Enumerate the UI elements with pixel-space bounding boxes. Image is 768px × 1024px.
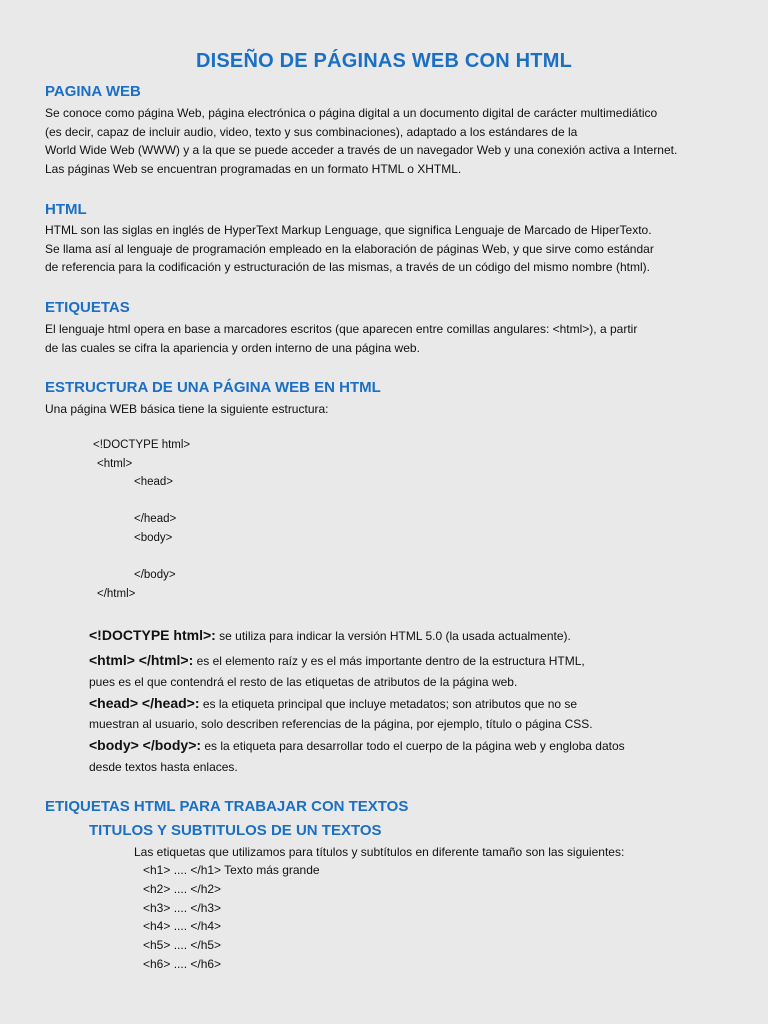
heading-tag-h4: <h4> .... </h4> [143,919,222,933]
code-doctype: <!DOCTYPE html> [93,439,191,451]
text-line: Las páginas Web se encuentran programadas en un formato HTML o XHTML. [45,161,462,176]
heading-tag-h5: <h5> .... </h5> [143,938,222,952]
text-line: (es decir, capaz de incluir audio, video, texto y sus combinaciones), adaptado a los estándares de la [45,124,578,139]
heading-tag-h3: <h3> .... </h3> [143,901,222,915]
heading-html: HTML [45,201,87,218]
tag-html-row [89,652,585,668]
tag-desc: es el elemento raíz y es el más importante dentro de la estructura HTML, [196,654,585,668]
tag-head-row [89,695,577,711]
tag-desc: se utiliza para indicar la versión HTML 5.0 (la usada actualmente). [219,629,571,643]
text-line: World Wide Web (WWW) y a la que se puede acceder a través de un navegador Web y una conexión activa a Internet. [45,143,678,157]
tag-body-row [89,737,625,753]
textos-intro: Las etiquetas que utilizamos para títulos y subtítulos en diferente tamaño son las siguientes: [134,845,625,859]
tag-desc-cont: desde textos hasta enlaces. [89,760,238,774]
code-html-open: <html> [97,458,133,470]
heading-textos: ETIQUETAS HTML PARA TRABAJAR CON TEXTOS [45,798,409,815]
tag-desc-cont: pues es el que contendrá el resto de las etiquetas de atributos de la página web. [89,675,518,689]
code-head-open: <head> [134,476,174,488]
tag-name: <html> </html>: [89,652,194,668]
text-line: El lenguaje html opera en base a marcadores escritos (que aparecen entre comillas angulares: <html>), a partir [45,322,638,336]
heading-tag-h6: <h6> .... </h6> [143,957,222,971]
heading-tag-h1: <h1> .... </h1> Texto más grande [143,863,320,877]
tag-desc: es la etiqueta para desarrollar todo el cuerpo de la página web y engloba datos [204,739,625,753]
tag-name: <body> </body>: [89,737,202,753]
heading-etiquetas: ETIQUETAS [45,299,130,316]
paragraph-html [45,221,654,277]
code-body-open: <body> [134,532,173,544]
tag-name: <head> </head>: [89,695,200,711]
code-html-close: </html> [97,588,136,600]
text-line: Se conoce como página Web, página electrónica o página digital a un documento digital de carácter multimediático [45,106,658,120]
tag-desc: es la etiqueta principal que incluye metadatos; son atributos que no se [202,697,578,711]
heading-estructura: ESTRUCTURA DE UNA PÁGINA WEB EN HTML [45,379,381,396]
heading-pagina-web: PAGINA WEB [45,83,141,100]
text-line: de referencia para la codificación y estructuración de las mismas, a través de un código del mismo nombre (html). [45,260,650,274]
text-line: de las cuales se cifra la apariencia y orden interno de una página web. [45,340,420,355]
text-line: HTML son las siglas en inglés de HyperText Markup Lenguage, que significa Lenguaje de Marcado de HiperTexto. [45,223,652,237]
code-head-close: </head> [134,513,177,525]
tag-doctype-row [89,627,571,643]
tag-name: <!DOCTYPE html>: [89,627,216,643]
page-title: DISEÑO DE PÁGINAS WEB CON HTML [195,50,572,72]
estructura-intro: Una página WEB básica tiene la siguiente estructura: [45,402,329,416]
code-body-close: </body> [134,569,176,581]
paragraph-etiquetas [45,320,637,357]
tag-desc-cont: muestran al usuario, solo describen referencias de la página, por ejemplo, título o página CSS. [89,717,593,731]
subheading-titulos: TITULOS Y SUBTITULOS DE UN TEXTOS [89,822,382,839]
paragraph-pagina-web [45,104,677,178]
heading-tag-h2: <h2> .... </h2> [143,882,222,896]
text-line: Se llama así al lenguaje de programación empleado en la elaboración de páginas Web, y que sirve como estándar [45,241,654,256]
